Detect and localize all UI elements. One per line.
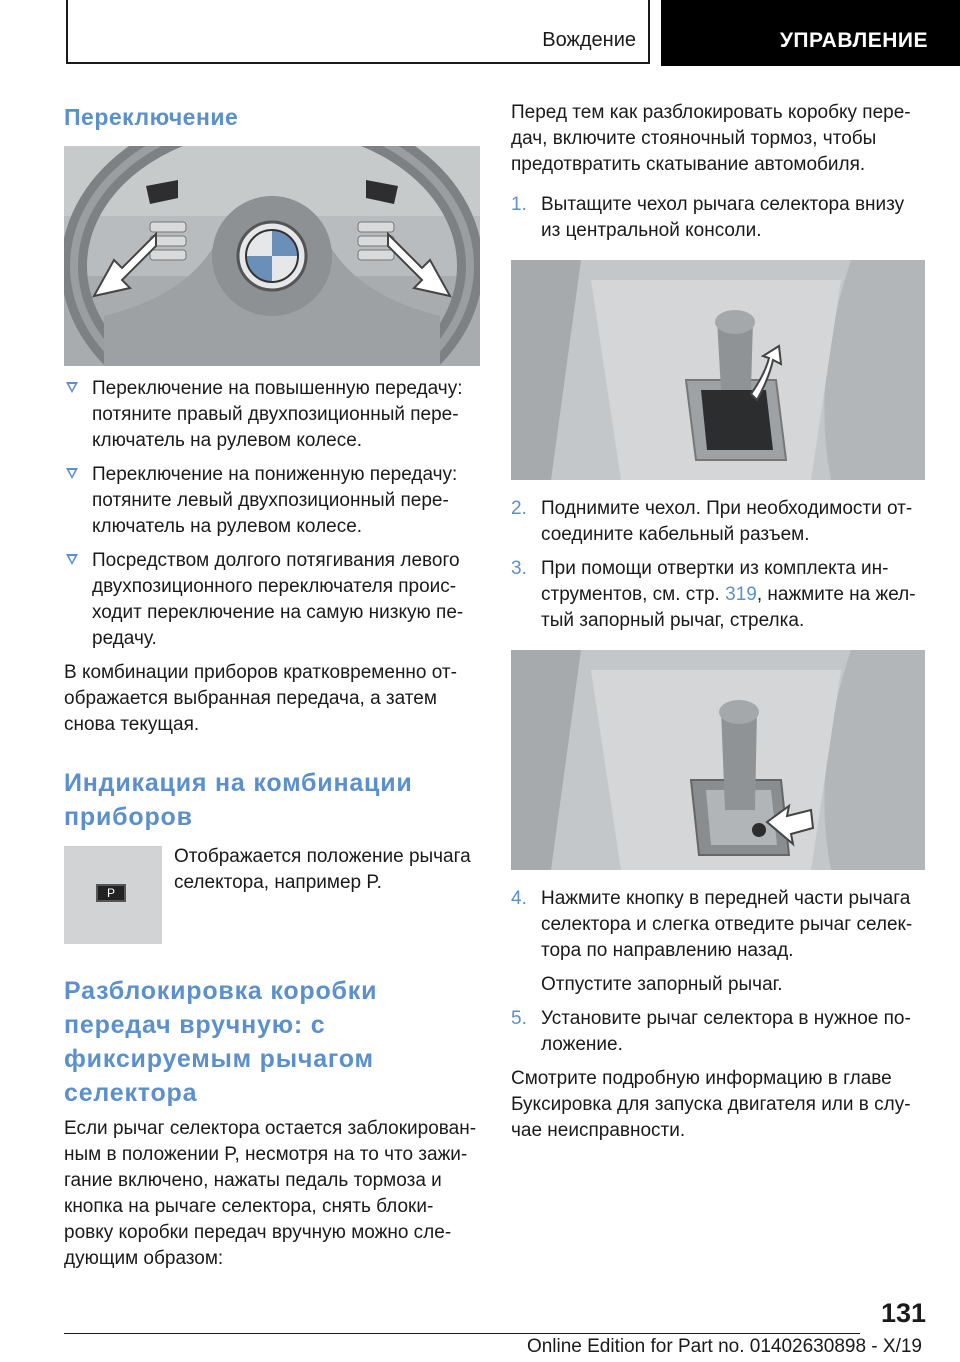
- list-item: Посредством долгого потягивания левого двухпозиционного переключателя проис-ходит переключение на самую низкую пе-редачу.: [64, 548, 482, 652]
- cluster-paragraph: В комбинации приборов кратковременно от-ображается выбранная передача, а затем снова текущая.: [64, 662, 457, 735]
- step-item: 5. Установите рычаг селектора в нужное по-ложение.: [511, 1008, 911, 1055]
- triangle-bullet-icon: [66, 382, 78, 393]
- unlock-paragraph: Если рычаг селектора остается заблокирован-ным в положении P, несмотря на то что зажи-гание включено, нажаты педаль тормоза и кнопка на рычаге селектора, снять блоки-ровку коробки передач вручную можно сле-дующим образом:: [64, 1118, 477, 1269]
- page-header: [0, 0, 960, 66]
- triangle-bullet-icon: [66, 468, 78, 479]
- outro-paragraph: Смотрите подробную информацию в главе Буксировка для запуска двигателя или в слу-чае неисправности.: [511, 1068, 911, 1141]
- console-cover-illustration: [511, 260, 925, 480]
- heading-indication: Индикация на комбинации приборов: [64, 769, 413, 831]
- right-column: [511, 100, 927, 1144]
- steering-wheel-illustration: [64, 146, 480, 366]
- shift-bullet-list: [64, 376, 482, 652]
- console-lever-illustration: [511, 650, 925, 870]
- list-item: Переключение на пониженную передачу: потяните левый двухпозиционный пере-ключатель на рулевом колесе.: [64, 462, 482, 540]
- gear-p-icon: P: [96, 884, 126, 902]
- chapter-tab-label: УПРАВЛЕНИЕ: [779, 29, 928, 52]
- section-tab[interactable]: [66, 0, 650, 64]
- indicator-block: [64, 846, 482, 946]
- step-sub-paragraph: Отпустите запорный рычаг.: [541, 974, 783, 995]
- list-item: Переключение на повышенную передачу: потяните правый двухпозиционный пере-ключатель на рулевом колесе.: [64, 376, 482, 454]
- chapter-tab[interactable]: [661, 0, 960, 66]
- edition-footer: Online Edition for Part no. 01402630898 - X/19: [526, 1336, 922, 1357]
- heading-manual-unlock: Разблокировка коробки передач вручную: с фиксируемым рычагом селектора: [64, 977, 378, 1107]
- step-item: 4. Нажмите кнопку в передней части рычага селектора и слегка отведите рычаг селек-тора по направлению назад.: [511, 888, 913, 961]
- step-item: 1. Вытащите чехол рычага селектора внизу из центральной консоли.: [511, 194, 905, 241]
- section-tab-label: Вождение: [542, 29, 636, 51]
- step-item: 2. Поднимите чехол. При необходимости от-соедините кабельный разъем.: [511, 498, 913, 545]
- intro-paragraph: Перед тем как разблокировать коробку пере-дач, включите стояночный тормоз, чтобы предотвратить скатывание автомобиля.: [511, 102, 911, 175]
- heading-shifting: Переключение: [64, 104, 239, 130]
- indicator-caption: Отображается положение рычага селектора, например P.: [174, 846, 471, 893]
- footer-divider: [64, 1333, 860, 1334]
- page-number: 131: [880, 1298, 926, 1328]
- step-item: 3. При помощи отвертки из комплекта ин-струментов, см. стр. 319, нажмите на жел-тый запорный рычаг, стрелка.: [511, 558, 916, 631]
- triangle-bullet-icon: [66, 554, 78, 565]
- page-reference-link[interactable]: 319: [725, 584, 757, 605]
- left-column: [64, 100, 482, 1272]
- gear-indicator-image: [64, 846, 162, 944]
